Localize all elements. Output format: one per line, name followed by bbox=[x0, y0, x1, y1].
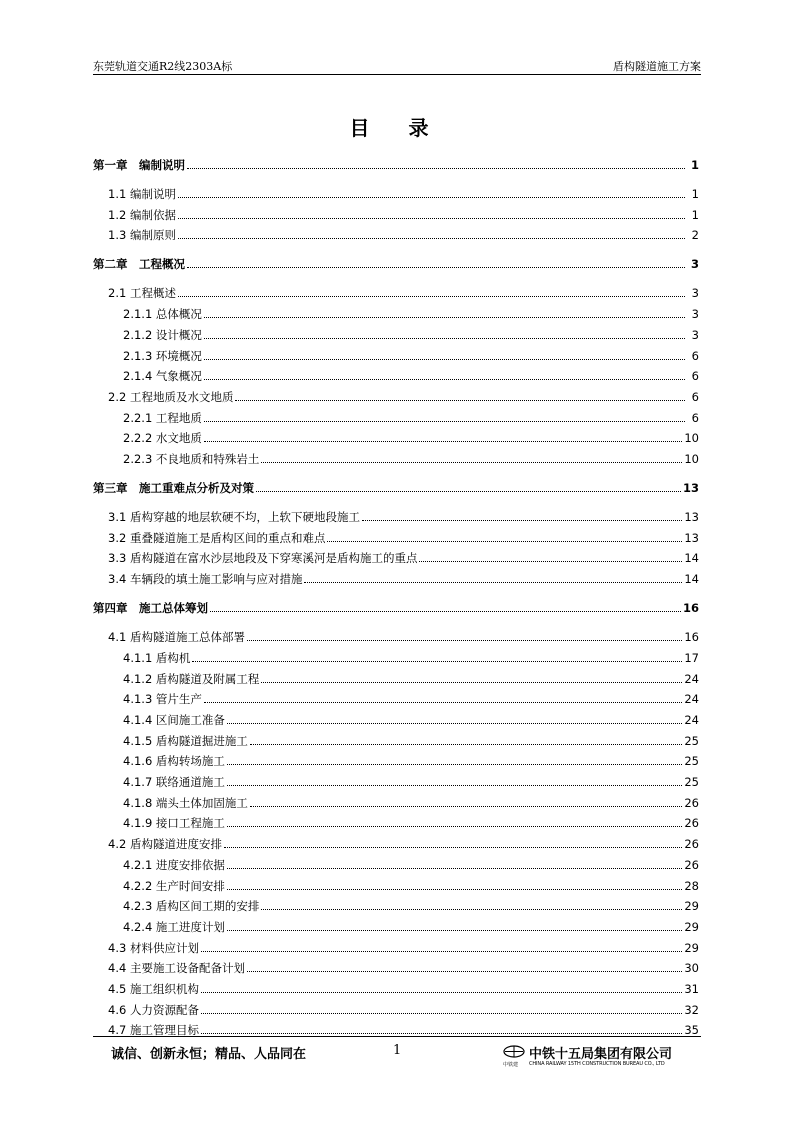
toc-leader-dots bbox=[227, 785, 682, 786]
company-short-name: 中铁建 bbox=[503, 1062, 519, 1068]
toc-leader-dots bbox=[227, 826, 682, 827]
company-emblem-icon bbox=[503, 1045, 525, 1058]
toc-entry-page: 25 bbox=[684, 754, 699, 769]
toc-entry-page: 24 bbox=[684, 712, 699, 727]
toc-entry-page: 6 bbox=[691, 348, 699, 363]
toc-leader-dots bbox=[247, 640, 682, 641]
toc-leader-dots bbox=[224, 847, 682, 848]
toc-entry[interactable] bbox=[93, 303, 699, 321]
page-header bbox=[93, 58, 701, 75]
toc-entry-title: 1.2 编制依据 bbox=[108, 207, 176, 222]
toc-entry-page: 16 bbox=[684, 630, 699, 645]
toc-entry[interactable] bbox=[93, 253, 699, 271]
toc-entry[interactable] bbox=[93, 812, 699, 830]
toc-entry-title: 4.6 人力资源配备 bbox=[108, 1002, 199, 1017]
toc-entry[interactable] bbox=[93, 668, 699, 686]
toc-leader-dots bbox=[419, 561, 682, 562]
toc-entry[interactable] bbox=[93, 916, 699, 934]
toc-leader-dots bbox=[201, 1033, 682, 1034]
toc-entry[interactable] bbox=[93, 547, 699, 565]
toc-leader-dots bbox=[204, 441, 682, 442]
toc-entry[interactable] bbox=[93, 833, 699, 851]
toc-entry-title: 3.1 盾构穿越的地层软硬不均，上软下硬地段施工 bbox=[108, 510, 360, 524]
toc-entry-title: 4.7 施工管理目标 bbox=[108, 1023, 199, 1038]
toc-leader-dots bbox=[178, 218, 685, 219]
toc-entry-page: 16 bbox=[682, 601, 699, 616]
toc-entry-page: 3 bbox=[691, 327, 699, 342]
toc-entry[interactable] bbox=[93, 506, 699, 524]
toc-entry-title: 4.1.6 盾构转场施工 bbox=[123, 754, 225, 769]
toc-entry[interactable] bbox=[93, 854, 699, 872]
toc-entry[interactable] bbox=[93, 688, 699, 706]
toc-leader-dots bbox=[247, 971, 682, 972]
toc-entry-title: 2.1.1 总体概况 bbox=[123, 307, 202, 322]
footer-slogan: 诚信、创新永恒；精品、人品同在 bbox=[111, 1047, 307, 1062]
toc-entry-page: 25 bbox=[684, 733, 699, 748]
toc-entry-title: 3.4 车辆段的填土施工影响与应对措施 bbox=[108, 572, 303, 587]
company-logo bbox=[503, 1043, 673, 1071]
toc-entry-page: 2 bbox=[691, 228, 699, 243]
toc-entry-title: 3.3 盾构隧道在富水沙层地段及下穿寒溪河是盾构施工的重点 bbox=[108, 551, 418, 566]
toc-leader-dots bbox=[227, 723, 682, 724]
toc-entry[interactable] bbox=[93, 204, 699, 222]
toc-entry[interactable] bbox=[93, 978, 699, 996]
toc-entry-page: 1 bbox=[691, 187, 699, 201]
toc-entry-page: 6 bbox=[691, 389, 699, 404]
toc-entry-title: 4.4 主要施工设备配备计划 bbox=[108, 961, 245, 976]
toc-entry-title: 4.1.2 盾构隧道及附属工程 bbox=[123, 671, 260, 686]
toc-entry[interactable] bbox=[93, 750, 699, 768]
toc-entry-title: 2.2.2 水文地质 bbox=[123, 431, 202, 446]
toc-entry-title: 4.2.1 进度安排依据 bbox=[123, 857, 225, 872]
toc-entry[interactable] bbox=[93, 427, 699, 445]
toc-entry-title: 4.1.9 接口工程施工 bbox=[123, 816, 225, 831]
toc-title: 目 录 bbox=[349, 116, 445, 140]
toc-entry-page: 24 bbox=[684, 692, 699, 707]
toc-entry-title: 4.2 盾构隧道进度安排 bbox=[108, 837, 222, 852]
toc-leader-dots bbox=[362, 520, 682, 521]
toc-entry-page: 1 bbox=[690, 158, 699, 172]
toc-entry-page: 26 bbox=[684, 857, 699, 872]
toc-leader-dots bbox=[178, 238, 685, 239]
toc-leader-dots bbox=[235, 400, 685, 401]
toc-leader-dots bbox=[327, 541, 682, 542]
toc-entry-page: 35 bbox=[684, 1023, 699, 1038]
toc-entry-page: 3 bbox=[691, 307, 699, 322]
toc-entry-page: 13 bbox=[684, 510, 699, 524]
toc-entry-title: 第二章 工程概况 bbox=[93, 257, 185, 272]
toc-entry-title: 4.1.1 盾构机 bbox=[123, 650, 191, 665]
toc-leader-dots bbox=[261, 682, 682, 683]
toc-leader-dots bbox=[178, 197, 685, 198]
toc-entry-title: 2.1.3 环境概况 bbox=[123, 348, 202, 363]
toc-entry-title: 第三章 施工重难点分析及对策 bbox=[93, 481, 254, 495]
toc-entry-page: 1 bbox=[691, 207, 699, 222]
header-project-name: 东莞轨道交通R2线2303A标 bbox=[93, 60, 233, 73]
toc-entry-title: 4.1.3 管片生产 bbox=[123, 692, 202, 707]
toc-entry-title: 4.2.4 施工进度计划 bbox=[123, 919, 225, 934]
toc-entry[interactable] bbox=[93, 224, 699, 242]
toc-entry-title: 4.2.2 生产时间安排 bbox=[123, 878, 225, 893]
toc-leader-dots bbox=[227, 889, 682, 890]
toc-leader-dots bbox=[227, 764, 682, 765]
toc-entry[interactable] bbox=[93, 386, 699, 404]
toc-entry-page: 32 bbox=[684, 1002, 699, 1017]
page-footer bbox=[93, 1036, 701, 1073]
toc-leader-dots bbox=[192, 661, 682, 662]
company-english-name: CHINA RAILWAY 15TH CONSTRUCTION BUREAU CO., LTD bbox=[529, 1061, 665, 1067]
toc-entry[interactable] bbox=[93, 477, 699, 495]
toc-leader-dots bbox=[261, 909, 682, 910]
toc-entry-title: 2.2.3 不良地质和特殊岩土 bbox=[123, 452, 260, 466]
toc-entry-title: 2.2 工程地质及水文地质 bbox=[108, 389, 234, 404]
toc-entry-title: 4.5 施工组织机构 bbox=[108, 982, 199, 996]
toc-leader-dots bbox=[204, 421, 685, 422]
toc-entry[interactable] bbox=[93, 324, 699, 342]
toc-entry[interactable] bbox=[93, 771, 699, 789]
toc-entry-page: 10 bbox=[684, 452, 699, 466]
toc-entry-page: 26 bbox=[684, 837, 699, 852]
toc-entry-page: 29 bbox=[684, 940, 699, 955]
toc-entry[interactable] bbox=[93, 937, 699, 955]
company-name: 中铁十五局集团有限公司 bbox=[529, 1047, 673, 1062]
toc-entry-page: 26 bbox=[684, 795, 699, 810]
toc-entry-title: 2.1.4 气象概况 bbox=[123, 369, 202, 384]
toc-entry[interactable] bbox=[93, 647, 699, 665]
toc-leader-dots bbox=[256, 491, 681, 492]
toc-leader-dots bbox=[204, 317, 685, 318]
toc-entry-title: 2.2.1 工程地质 bbox=[123, 410, 202, 425]
toc-entry-page: 25 bbox=[684, 775, 699, 789]
toc-entry[interactable] bbox=[93, 895, 699, 913]
toc-entry-page: 6 bbox=[691, 410, 699, 425]
toc-entry-title: 1.3 编制原则 bbox=[108, 228, 176, 243]
toc-entry-page: 6 bbox=[691, 369, 699, 384]
header-document-title: 盾构隧道施工方案 bbox=[613, 60, 701, 73]
toc-entry[interactable] bbox=[93, 183, 699, 201]
toc-leader-dots bbox=[204, 338, 685, 339]
toc-entry-title: 2.1 工程概述 bbox=[108, 286, 176, 301]
toc-entry-title: 4.3 材料供应计划 bbox=[108, 940, 199, 955]
toc-entry-title: 4.1.8 端头土体加固施工 bbox=[123, 795, 248, 810]
toc-leader-dots bbox=[227, 930, 682, 931]
toc-entry-page: 24 bbox=[684, 671, 699, 686]
toc-entry[interactable] bbox=[93, 282, 699, 300]
toc-entry-page: 3 bbox=[691, 286, 699, 301]
toc-leader-dots bbox=[250, 744, 682, 745]
toc-entry[interactable] bbox=[93, 875, 699, 893]
toc-entry-page: 14 bbox=[684, 551, 699, 566]
toc-entry[interactable] bbox=[93, 154, 699, 172]
toc-entry-title: 第四章 施工总体筹划 bbox=[93, 601, 208, 616]
toc-entry-title: 4.1.4 区间施工准备 bbox=[123, 712, 225, 727]
toc-entry[interactable] bbox=[93, 957, 699, 975]
toc-entry-page: 17 bbox=[684, 650, 699, 665]
toc-entry-title: 4.1.5 盾构隧道掘进施工 bbox=[123, 733, 248, 748]
toc-entry-title: 2.1.2 设计概况 bbox=[123, 327, 202, 342]
toc-entry[interactable] bbox=[93, 345, 699, 363]
toc-leader-dots bbox=[204, 359, 685, 360]
toc-entry[interactable] bbox=[93, 597, 699, 615]
toc-entry[interactable] bbox=[93, 448, 699, 466]
toc-entry-page: 10 bbox=[684, 431, 699, 446]
toc-entry-page: 14 bbox=[684, 572, 699, 587]
toc-leader-dots bbox=[187, 168, 685, 169]
toc-entry[interactable] bbox=[93, 709, 699, 727]
toc-leader-dots bbox=[204, 379, 685, 380]
toc-entry[interactable] bbox=[93, 568, 699, 586]
toc-entry[interactable] bbox=[93, 527, 699, 545]
toc-entry-page: 30 bbox=[684, 961, 699, 976]
toc-entry[interactable] bbox=[93, 365, 699, 383]
toc-entry-title: 4.1 盾构隧道施工总体部署 bbox=[108, 630, 245, 645]
toc-leader-dots bbox=[250, 806, 682, 807]
toc-entry[interactable] bbox=[93, 1019, 699, 1037]
toc-entry-title: 3.2 重叠隧道施工是盾构区间的重点和难点 bbox=[108, 530, 326, 545]
toc-entry-page: 13 bbox=[684, 530, 699, 545]
toc-entry-title: 第一章 编制说明 bbox=[93, 158, 185, 172]
toc-entry-title: 4.1.7 联络通道施工 bbox=[123, 775, 225, 789]
toc-entry-title: 4.2.3 盾构区间工期的安排 bbox=[123, 899, 260, 914]
toc-entry-title: 1.1 编制说明 bbox=[108, 187, 176, 201]
toc-leader-dots bbox=[261, 462, 682, 463]
toc-entry-page: 29 bbox=[684, 899, 699, 914]
toc-entry-page: 13 bbox=[682, 481, 699, 495]
toc-entry-page: 28 bbox=[684, 878, 699, 893]
toc-leader-dots bbox=[304, 582, 682, 583]
toc-leader-dots bbox=[178, 296, 685, 297]
toc-entry[interactable] bbox=[93, 999, 699, 1017]
toc-entry[interactable] bbox=[93, 626, 699, 644]
toc-leader-dots bbox=[227, 868, 682, 869]
toc-leader-dots bbox=[201, 1013, 682, 1014]
toc-entry-page: 29 bbox=[684, 919, 699, 934]
toc-entry[interactable] bbox=[93, 730, 699, 748]
footer-page-number: 1 bbox=[393, 1043, 402, 1058]
toc-entry[interactable] bbox=[93, 407, 699, 425]
toc-entry-page: 3 bbox=[690, 257, 699, 272]
toc-leader-dots bbox=[204, 702, 682, 703]
toc-leader-dots bbox=[201, 951, 682, 952]
toc-entry[interactable] bbox=[93, 792, 699, 810]
toc-leader-dots bbox=[201, 992, 682, 993]
toc-entry-page: 26 bbox=[684, 816, 699, 831]
toc-leader-dots bbox=[187, 267, 685, 268]
toc-entry-page: 31 bbox=[684, 982, 699, 996]
toc-leader-dots bbox=[210, 611, 681, 612]
